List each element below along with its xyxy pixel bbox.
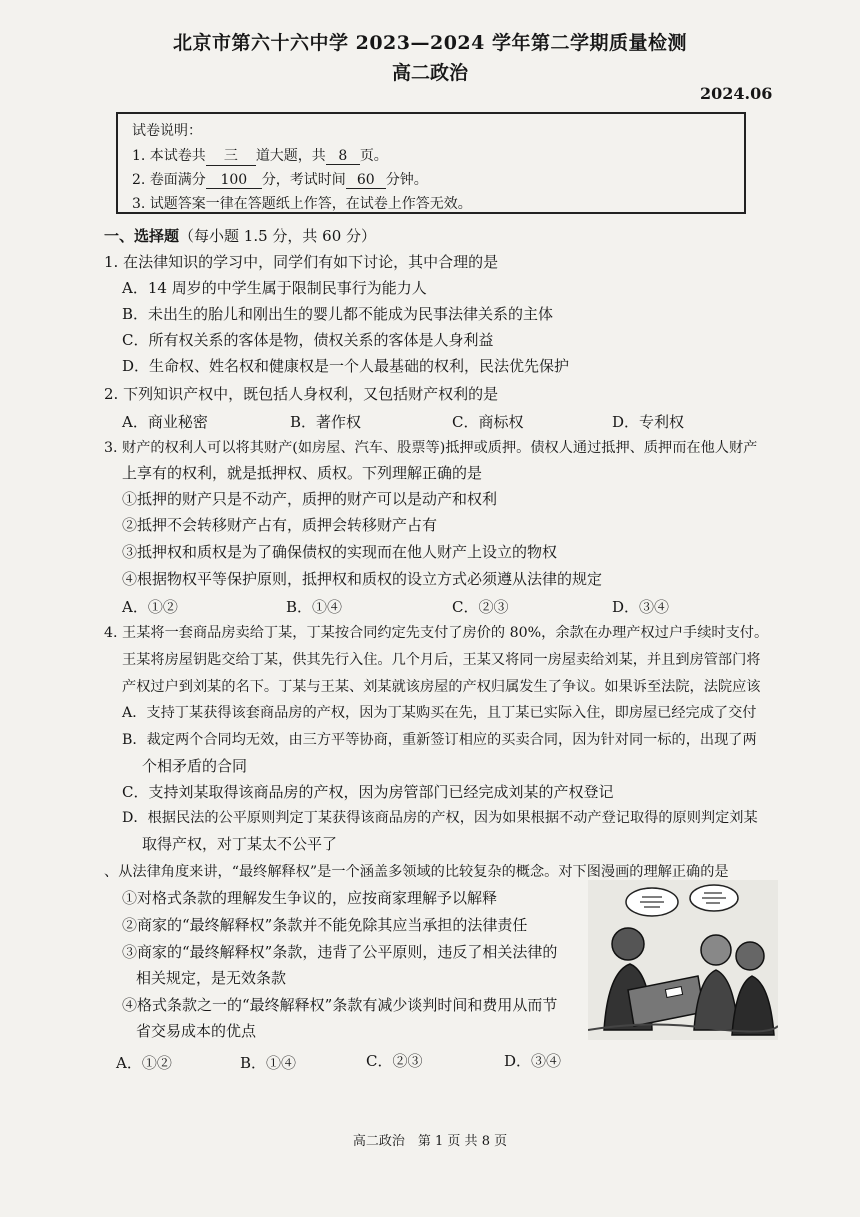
question-2-option-a: A．商业秘密 bbox=[122, 413, 208, 431]
question-5-option-c: C．②③ bbox=[366, 1052, 423, 1070]
person-middle-head bbox=[701, 935, 731, 965]
question-1-stem: 1. 在法律知识的学习中，同学们有如下讨论，其中合理的是 bbox=[104, 253, 499, 271]
question-3-statement-2: ②抵押不会转移财产占有，质押会转移财产占有 bbox=[122, 516, 438, 534]
page-footer: 高二政治 第 1 页 共 8 页 bbox=[352, 1134, 508, 1149]
question-3-statement-3: ③抵押权和质权是为了确保债权的实现而在他人财产上设立的物权 bbox=[122, 543, 558, 561]
question-3-statement-4: ④根据物权平等保护原则，抵押权和质权的设立方式必须遵从法律的规定 bbox=[122, 570, 603, 588]
question-2-stem: 2. 下列知识产权中，既包括人身权利，又包括财产权利的是 bbox=[104, 385, 499, 403]
question-3-option-d: D．③④ bbox=[612, 598, 670, 616]
question-5-option-b: B．①④ bbox=[240, 1054, 297, 1072]
question-4-stem-line-2: 王某将房屋钥匙交给丁某，供其先行入住。几个月后，王某又将同一房屋卖给刘某，并且到房管部门将 bbox=[122, 652, 761, 668]
question-5-option-a: A．①② bbox=[116, 1054, 172, 1072]
exam-title: 北京市第六十六中学 2023—2024 学年第二学期质量检测 bbox=[173, 32, 687, 54]
question-2-option-c: C．商标权 bbox=[452, 413, 524, 431]
question-3-option-a: A．①② bbox=[122, 598, 178, 616]
instructions-box bbox=[116, 112, 746, 214]
question-2-option-d: D．专利权 bbox=[612, 413, 685, 431]
question-5-statement-1: ①对格式条款的理解发生争议的，应按商家理解予以解释 bbox=[122, 889, 498, 907]
person-right-head bbox=[736, 942, 764, 970]
question-4-option-b-line-1: B．裁定两个合同均无效，由三方平等协商，重新签订相应的买卖合同，因为针对同一标的，出现了两 bbox=[122, 732, 757, 748]
exam-subject: 高二政治 bbox=[391, 62, 468, 84]
question-1-option-d: D．生命权、姓名权和健康权是一个人最基础的权利，民法优先保护 bbox=[122, 357, 570, 375]
question-4-option-c: C．支持刘某取得该商品房的产权，因为房管部门已经完成刘某的产权登记 bbox=[122, 783, 614, 801]
question-5-statement-3-line-2: 相关规定，是无效条款 bbox=[136, 969, 287, 987]
question-3-option-b: B．①④ bbox=[286, 598, 343, 616]
instruction-line-2: 2. 卷面满分 100 分，考试时间 60 分钟。 bbox=[132, 172, 428, 188]
question-4-option-d-line-1: D．根据民法的公平原则判定丁某获得该商品房的产权，因为如果根据不动产登记取得的原则判定刘某 bbox=[122, 810, 758, 826]
question-5-stem: 、从法律角度来讲，“最终解释权”是一个涵盖多领域的比较复杂的概念。对下图漫画的理解正确的是 bbox=[104, 864, 729, 880]
blank-section-count: 三 bbox=[206, 145, 256, 166]
question-1-option-a: A．14 周岁的中学生属于限制民事行为能力人 bbox=[122, 279, 427, 297]
blank-full-score: 100 bbox=[206, 172, 262, 189]
question-1-option-c: C．所有权关系的客体是物，债权关系的客体是人身利益 bbox=[122, 331, 494, 349]
blank-exam-time: 60 bbox=[346, 172, 386, 189]
question-4-option-a: A．支持丁某获得该套商品房的产权，因为丁某购买在先，且丁某已实际入住，即房屋已经完成了交付 bbox=[122, 705, 757, 721]
question-5-statement-4-line-1: ④格式条款之一的“最终解释权”条款有减少谈判时间和费用从而节 bbox=[122, 996, 558, 1014]
person-left-head bbox=[612, 928, 644, 960]
instruction-line-3: 3. 试题答案一律在答题纸上作答，在试卷上作答无效。 bbox=[132, 196, 472, 212]
question-5-option-d: D．③④ bbox=[504, 1052, 562, 1070]
question-5-statement-4-line-2: 省交易成本的优点 bbox=[136, 1022, 257, 1040]
question-3-statement-1: ①抵押的财产只是不动产，质押的财产可以是动产和权利 bbox=[122, 490, 498, 508]
question-4-stem-line-3: 产权过户到刘某的名下。丁某与王某、刘某就该房屋的产权归属发生了争议。如果诉至法院，法院应该 bbox=[122, 679, 761, 695]
blank-page-count: 8 bbox=[326, 148, 360, 165]
exam-date: 2024.06 bbox=[700, 84, 773, 103]
question-3-stem-line-1: 3. 财产的权利人可以将其财产(如房屋、汽车、股票等)抵押或质押。债权人通过抵押、质押而在他人财产 bbox=[104, 440, 758, 456]
question-5-statement-3-line-1: ③商家的“最终解释权”条款，违背了公平原则，违反了相关法律的 bbox=[122, 943, 558, 961]
question-2-option-b: B．著作权 bbox=[290, 413, 362, 431]
question-4-stem-line-1: 4. 王某将一套商品房卖给丁某，丁某按合同约定先支付了房价的 80%，余款在办理产权过户手续时支付。 bbox=[104, 625, 769, 641]
question-3-option-c: C．②③ bbox=[452, 598, 509, 616]
instructions-heading: 试卷说明： bbox=[132, 123, 202, 139]
instruction-line-1: 1. 本试卷共 三 道大题，共 8 页。 bbox=[132, 145, 388, 166]
section-heading: 一、选择题（每小题 1.5 分，共 60 分） bbox=[104, 227, 377, 245]
question-5-statement-2: ②商家的“最终解释权”条款并不能免除其应当承担的法律责任 bbox=[122, 916, 528, 934]
question-3-stem-line-2: 上享有的权利，就是抵押权、质权。下列理解正确的是 bbox=[122, 464, 483, 482]
question-1-option-b: B．未出生的胎儿和刚出生的婴儿都不能成为民事法律关系的主体 bbox=[122, 305, 554, 323]
question-4-option-d-line-2: 取得产权，对丁某太不公平了 bbox=[142, 835, 338, 853]
question-4-option-b-line-2: 个相矛盾的合同 bbox=[142, 757, 248, 775]
cartoon-illustration bbox=[588, 880, 778, 1040]
